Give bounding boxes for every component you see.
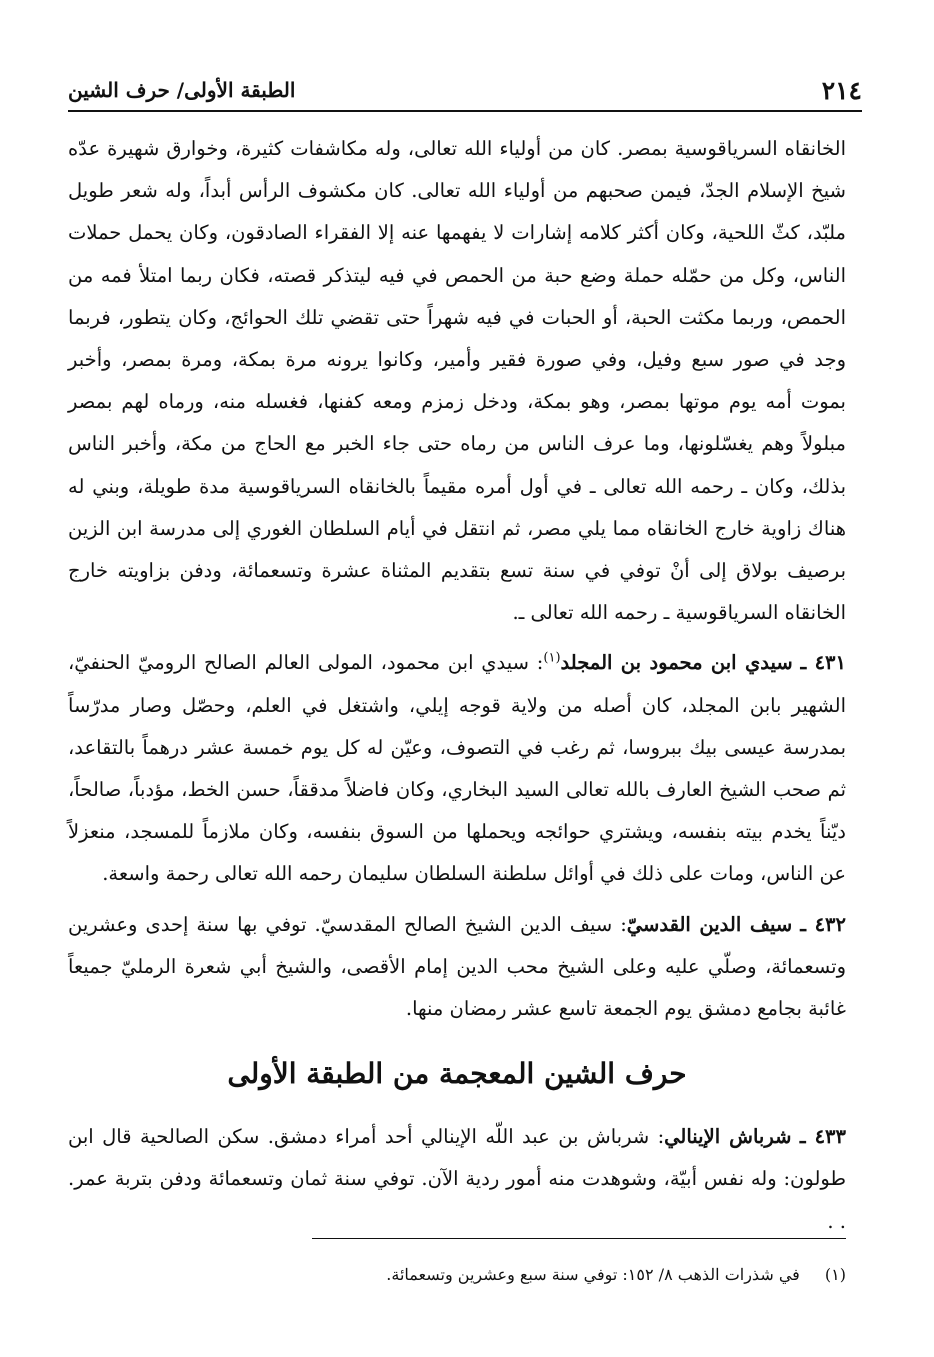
footnote xyxy=(100,1262,846,1288)
entry-name: سيف الدين القدسيّ xyxy=(626,912,793,936)
footnote-reference[interactable]: (١) xyxy=(543,650,561,666)
footnote-text: في شذرات الذهب ٨/ ١٥٢: توفي سنة سبع وعشرين وتسعمائة. xyxy=(386,1265,800,1284)
footnote-number: (١) xyxy=(824,1265,846,1284)
entry-text: : شرباش بن عبد اللّه الإينالي أحد أمراء دمشق. سكن الصالحية قال ابن طولون: وله نفس أبيّة، وشوهدت منه أمور ردية الآن. توفي سنة ثمان وتسعمائة ودفن بتربة عمر. . . xyxy=(68,1125,846,1233)
page-number: ٢١٤ xyxy=(821,76,862,105)
main-text xyxy=(68,128,846,1243)
entry-name: شرباش الإينالي xyxy=(664,1125,792,1149)
entry-name: سيدي ابن محمود بن المجلد xyxy=(560,651,793,675)
entry-number: ٤٣٣ ـ xyxy=(799,1125,846,1149)
entry-433 xyxy=(68,1116,846,1243)
entry-number: ٤٣٢ ـ xyxy=(800,912,846,936)
opening-paragraph: الخانقاه السرياقوسية بمصر. كان من أولياء الله تعالى، وله مكاشفات كثيرة، وخوارق شهيرة عدّه شيخ الإسلام الجدّ، فيمن صحبهم من أولياء الله تعالى. كان مكشوف الرأس أبداً، وله شعر طويل ملبّد، كثّ اللحية، وكان أكثر كلامه إشارات لا يفهمها عنه إلا الفقراء الصادقون، وكان يحمل حملات الناس، وكل من حمّله حملة وضع حبة من الحمص في فيه ليتذكر قصته، فكان ربما امتلأ فمه من الحمص، وربما مكثت الحبة، أو الحبات في فيه شهراً حتى تقضي تلك الحوائج، وكان يتطور، فربما وجد في صور سبع وفيل، وفي صورة فقير وأمير، وكانوا يرونه مرة بمكة، ومرة بمصر، وأخبر بموت أمه يوم موتها بمصر، وهو بمكة، ودخل زمزم ومعه كفنها، فغسله منه، ورماه لهم بمصر مبلولاً وهم يغسّلونها، وما عرف الناس من رماه حتى جاء الخبر مع الحاج من مكة، وأخبر الناس بذلك، وكان ـ رحمه الله تعالى ـ في أول أمره مقيماً بالخانقاه السرياقوسية مدة طويلة، وبني له هناك زاوية خارج الخانقاه مما يلي مصر، ثم انتقل في أيام السلطان الغوري إلى مدرسة ابن الزين برصيف بولاق إلى أنْ توفي في سنة تسع بتقديم المثناة عشرة وتسعمائة، ودفن بزاويته خارج الخانقاه السرياقوسية ـ رحمه الله تعالى ـ. xyxy=(68,137,846,625)
entry-text: : سيدي ابن محمود، المولى العالم الصالح الروميّ الحنفيّ، الشهير بابن المجلد، كان أصله من ولاية قوجه إيلي، واشتغل في العلم، وحصّل وصار مدرّساً بمدرسة عيسى بيك ببروسا، ثم رغب في التصوف، وعيّن له كل يوم خمسة عشر درهماً بالتقاعد، ثم صحب الشيخ العارف بالله تعالى السيد البخاري، وكان فاضلاً مدققاً، حسن الخط، مؤدباً، صالحاً، ديّناً يخدم بيته بنفسه، ويشتري حوائجه ويحملها من السوق بنفسه، وكان ملازماً للمسجد، منعزلاً عن الناس، ومات على ذلك في أوائل سلطنة السلطان سليمان رحمه الله تعالى رحمة واسعة. xyxy=(68,651,846,886)
entry-text: : سيف الدين الشيخ الصالح المقدسيّ. توفي بها سنة إحدى وعشرين وتسعمائة، وصلّي عليه وعلى الشيخ محب الدين إمام الأقصى، والشيخ أبي شعرة الرمليّ جميعاً غائبة بجامع دمشق يوم الجمعة تاسع عشر رمضان منها. xyxy=(68,912,846,1021)
footnote-divider xyxy=(312,1238,846,1239)
section-heading: حرف الشين المعجمة من الطبقة الأولى xyxy=(227,1057,687,1091)
page-header xyxy=(68,70,862,112)
entry-431 xyxy=(68,642,846,895)
running-title: الطبقة الأولى/ حرف الشين xyxy=(68,78,296,102)
entry-432 xyxy=(68,904,846,1031)
entry-number: ٤٣١ ـ xyxy=(800,651,846,675)
